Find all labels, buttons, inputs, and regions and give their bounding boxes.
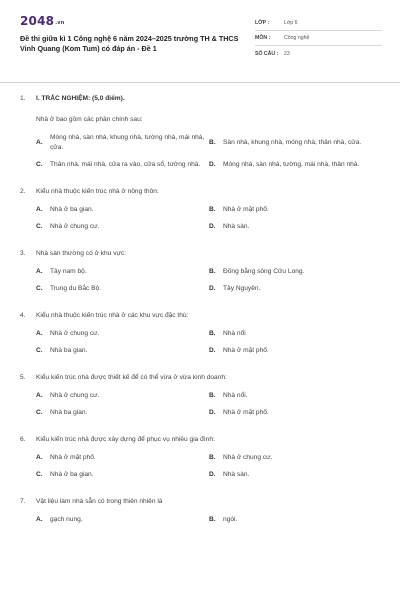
meta-row-count bbox=[255, 46, 382, 61]
question-item bbox=[20, 249, 382, 311]
option-text: Nhà ở ba gian. bbox=[50, 471, 94, 478]
exam-meta bbox=[255, 16, 382, 72]
option-letter: B. bbox=[209, 391, 216, 399]
option-text: Sàn nhà, khung nhà, móng nhà, thân nhà, cửa. bbox=[223, 138, 362, 146]
option-letter: A. bbox=[36, 515, 43, 523]
question-spacer bbox=[20, 240, 382, 249]
answer-option[interactable] bbox=[209, 515, 382, 525]
question-number: 1. bbox=[20, 95, 26, 102]
answer-option[interactable] bbox=[36, 329, 209, 339]
option-text: Đồng bằng sông Cửu Long. bbox=[223, 267, 305, 275]
option-letter: D. bbox=[209, 471, 216, 478]
option-text: Móng nhà, sàn nhà, khung nhà, tường nhà, mái nhà, cửa. bbox=[50, 134, 205, 151]
option-letter: D. bbox=[209, 161, 216, 168]
meta-row-subject bbox=[255, 31, 382, 46]
answer-option[interactable] bbox=[36, 391, 209, 401]
question-row bbox=[20, 94, 382, 103]
option-letter: D. bbox=[209, 285, 216, 292]
answer-option[interactable] bbox=[209, 133, 382, 152]
answer-option[interactable] bbox=[36, 133, 209, 152]
question-text: Kiểu nhà thuộc kiến trúc nhà ở các khu vực đặc thù: bbox=[36, 311, 189, 319]
question-text: Nhà sàn thường có ở khu vực: bbox=[36, 249, 127, 257]
question-number: 4. bbox=[20, 311, 26, 319]
answer-option[interactable] bbox=[209, 470, 382, 480]
page-header bbox=[20, 14, 382, 72]
question-text: Kiểu kiến trúc nhà được thiết kế để có thể vừa ở vừa kinh doanh: bbox=[36, 373, 227, 381]
answer-options bbox=[36, 329, 382, 364]
question-text: Kiểu kiến trúc nhà được xây dựng để phục vụ nhiều gia đình: bbox=[36, 435, 215, 443]
answer-option[interactable] bbox=[209, 408, 382, 418]
question-row bbox=[20, 187, 382, 196]
answer-options bbox=[36, 205, 382, 240]
answer-option[interactable] bbox=[36, 346, 209, 356]
option-text: Móng nhà, sàn nhà, tường, mái nhà, thân nhà. bbox=[223, 161, 360, 168]
option-text: Nhà ở mặt phố. bbox=[223, 347, 269, 354]
option-letter: A. bbox=[36, 138, 43, 146]
answer-option[interactable] bbox=[209, 329, 382, 339]
option-letter: C. bbox=[36, 409, 43, 416]
answer-option[interactable] bbox=[36, 222, 209, 232]
meta-value[interactable]: Công nghệ bbox=[284, 35, 310, 41]
option-letter: A. bbox=[36, 453, 43, 461]
option-letter: B. bbox=[209, 205, 216, 213]
option-text: Nhà nổi bbox=[223, 329, 246, 337]
answer-options bbox=[36, 133, 382, 178]
question-row bbox=[20, 311, 382, 320]
question-item bbox=[20, 497, 382, 533]
option-letter: A. bbox=[36, 329, 43, 337]
option-text: Nhà ba gian. bbox=[50, 409, 88, 416]
document-title: Đề thi giữa kì 1 Công nghệ 6 năm 2024–2025 trường TH & THCS Vinh Quang (Kom Tum) có đáp án - Đề 1 bbox=[20, 34, 239, 53]
option-text: Nhà ở mặt phố. bbox=[50, 453, 96, 461]
question-spacer bbox=[20, 488, 382, 497]
answer-options bbox=[36, 515, 382, 533]
answer-option[interactable] bbox=[209, 160, 382, 170]
answer-option[interactable] bbox=[209, 284, 382, 294]
question-text: Nhà ở bao gồm các phần chính sau: bbox=[36, 116, 143, 123]
option-text: Nhà ở chung cư. bbox=[50, 391, 100, 399]
option-text: Trung du Bắc Bộ. bbox=[50, 285, 102, 292]
option-text: Nhà ở ba gian. bbox=[50, 205, 94, 213]
header-divider bbox=[0, 82, 400, 83]
option-text: gạch nung. bbox=[50, 515, 83, 523]
answer-options bbox=[36, 453, 382, 488]
answer-option[interactable] bbox=[36, 470, 209, 480]
answer-option[interactable] bbox=[36, 453, 209, 463]
logo-suffix: .vn bbox=[55, 20, 65, 26]
option-letter: D. bbox=[209, 223, 216, 230]
question-spacer bbox=[20, 302, 382, 311]
question-item bbox=[20, 187, 382, 249]
option-letter: C. bbox=[36, 471, 43, 478]
meta-label: SỐ CÂU : bbox=[255, 50, 279, 57]
option-text: Nhà ở mặt phố. bbox=[223, 205, 269, 213]
question-item bbox=[20, 435, 382, 497]
question-text: Kiểu nhà thuộc kiến trúc nhà ở nông thôn: bbox=[36, 187, 159, 195]
answer-option[interactable] bbox=[209, 267, 382, 277]
meta-row-class bbox=[255, 16, 382, 31]
question-spacer bbox=[20, 364, 382, 373]
answer-option[interactable] bbox=[209, 453, 382, 463]
question-number: 6. bbox=[20, 435, 26, 443]
option-letter: B. bbox=[209, 515, 216, 523]
option-letter: C. bbox=[36, 347, 43, 354]
question-number: 7. bbox=[20, 497, 26, 505]
question-list bbox=[20, 94, 382, 532]
answer-option[interactable] bbox=[209, 205, 382, 215]
option-letter: B. bbox=[209, 267, 216, 275]
meta-value[interactable]: Lớp 6 bbox=[284, 20, 298, 26]
question-number: 5. bbox=[20, 373, 26, 381]
answer-option[interactable] bbox=[36, 267, 209, 277]
meta-value: 23 bbox=[284, 50, 290, 57]
section-heading: I. TRẮC NGHIỆM: (5,0 điểm). bbox=[36, 95, 125, 102]
question-number: 3. bbox=[20, 249, 26, 257]
meta-label: LỚP : bbox=[255, 20, 270, 26]
answer-option[interactable] bbox=[36, 160, 209, 170]
option-text: Nhà nổi. bbox=[223, 391, 248, 399]
answer-option[interactable] bbox=[36, 205, 209, 215]
question-spacer bbox=[20, 178, 382, 187]
option-text: Nhà ba gian. bbox=[50, 347, 88, 354]
question-spacer bbox=[20, 426, 382, 435]
option-text: Nhà sàn. bbox=[223, 223, 250, 230]
question-row bbox=[20, 435, 382, 444]
answer-options bbox=[36, 391, 382, 426]
question-number: 2. bbox=[20, 187, 26, 195]
question-item bbox=[20, 373, 382, 435]
option-text: Nhà ở chung cư. bbox=[50, 329, 100, 337]
option-text: Nhà ở chung cư. bbox=[223, 453, 273, 461]
header-left bbox=[20, 14, 252, 72]
option-letter: A. bbox=[36, 205, 43, 213]
answer-option[interactable] bbox=[209, 346, 382, 356]
site-logo[interactable] bbox=[20, 14, 252, 28]
option-text: Thân nhà, mái nhà, cửa ra vào, cửa sổ, tường nhà. bbox=[50, 161, 201, 168]
option-letter: B. bbox=[209, 138, 216, 146]
meta-label: MÔN : bbox=[255, 35, 271, 41]
answer-option[interactable] bbox=[36, 515, 209, 525]
question-item bbox=[20, 311, 382, 373]
question-text: Vật liệu làm nhà sẵn có trong thiên nhiên là bbox=[36, 497, 163, 505]
option-letter: B. bbox=[209, 453, 216, 461]
question-row bbox=[20, 497, 382, 506]
answer-option[interactable] bbox=[209, 391, 382, 401]
answer-option[interactable] bbox=[209, 222, 382, 232]
option-letter: C. bbox=[36, 223, 43, 230]
option-letter: C. bbox=[36, 285, 43, 292]
option-letter: D. bbox=[209, 347, 216, 354]
question-item bbox=[20, 94, 382, 187]
option-text: Tây nam bộ. bbox=[50, 267, 87, 275]
option-letter: B. bbox=[209, 329, 216, 337]
answer-options bbox=[36, 267, 382, 302]
option-text: Nhà ở mặt phố. bbox=[223, 409, 269, 416]
option-letter: C. bbox=[36, 161, 43, 168]
answer-option[interactable] bbox=[36, 408, 209, 418]
question-row bbox=[20, 373, 382, 382]
answer-option[interactable] bbox=[36, 284, 209, 294]
option-letter: A. bbox=[36, 267, 43, 275]
option-text: Nhà ở chung cư. bbox=[50, 223, 100, 230]
logo-text: 2048 bbox=[20, 14, 55, 28]
option-letter: A. bbox=[36, 391, 43, 399]
option-text: ngói. bbox=[223, 515, 238, 523]
option-text: Nhà sàn. bbox=[223, 471, 250, 478]
option-text: Tây Nguyên. bbox=[223, 285, 261, 292]
question-row bbox=[20, 249, 382, 258]
option-letter: D. bbox=[209, 409, 216, 416]
